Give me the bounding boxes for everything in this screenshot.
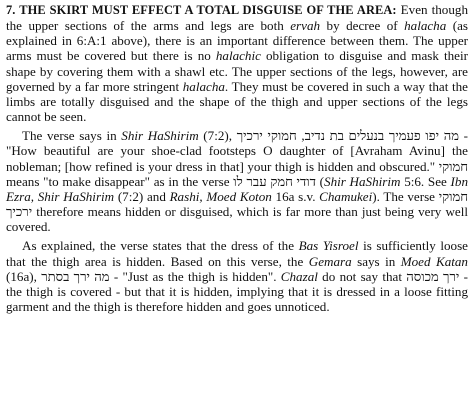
text: - "How beautiful are your shoe-clad footsteps O daughter of [Avraham Avinu] the nobleman; [how refined is your dress in that] your thigh is hidden and obscured." [6,128,468,174]
text: - "Just as the thigh is hidden". [109,268,281,284]
text: is sufficiently loose that the thigh area is hidden. Based on this verse, the [6,238,468,269]
italic-term: halacha [404,18,447,34]
paragraph-3 [6,238,468,314]
hebrew-verse: מה יפו פעמיך בנעלים בת נדיב, חמוקי ירכיך [236,128,459,144]
section-heading: 7. THE SKIRT MUST EFFECT A TOTAL DISGUISE OF THE AREA: [6,3,397,17]
text: (as explained in 6:A:1 above), there is an important difference between them. The upper arms must be covered but there is no [6,18,469,64]
italic-term: halachic [215,48,261,64]
text: . They must be covered in such a way that the limbs are totally disguised and the shape of the thigh and upper sections of the legs cannot be seen. [6,78,468,125]
text: (7:2) and [114,188,170,204]
text: ). The verse [372,188,439,204]
text: (7:2), [198,128,237,144]
italic-term: Rashi, Moed Koton [169,188,272,204]
text: 5:6. See [400,173,451,189]
text: obligation to disguise and mask their shape by covering them with a shawl etc. The upper sections of the legs, however, are governed by a far more stringent [6,48,468,94]
italic-term: Shir HaShirim [324,173,401,189]
hebrew-word: חמוקי [438,158,468,174]
text: ( [315,173,325,189]
italic-term: Bas Yisroel [298,238,359,254]
italic-term: Chamukei [319,188,373,204]
italic-term: Chazal [280,268,318,284]
italic-term: Shir HaShirim [121,128,199,144]
text: do not say that [317,268,407,284]
italic-term: Ibn Ezra, Shir HaShirim [6,173,468,204]
italic-term: halacha [182,78,225,94]
text: therefore means hidden or disguised, which is far more than just being very well covered. [6,204,468,235]
text: Even though the upper sections of the arms and legs are both [6,2,468,34]
italic-term: Gemara [308,253,352,269]
text: The verse says in [22,128,122,144]
text: means "to make disappear" as in the verse [6,173,234,189]
paragraph-2 [6,128,468,234]
text: says in [351,253,401,269]
italic-term: ervah [290,18,321,34]
hebrew-phrase: חמוקי ירכיך [6,188,468,220]
text: (16a), [6,268,42,284]
text: - the thigh is covered - but that it is hidden, implying that it is dressed in a loose fitting garment and the thigh is therefore hidden and goes unnoticed. [6,268,469,314]
text: As explained, the verse states that the dress of the [22,238,299,254]
hebrew-phrase: מה ירך בסתר [41,268,110,284]
italic-term: Moed Katan [400,253,468,269]
hebrew-phrase: ירך מכוסה [406,268,460,284]
text: by decree of [320,18,405,34]
paragraph-1 [6,2,468,124]
hebrew-verse: דודי חמק עבר לו [233,173,316,189]
text: 16a s.v. [271,188,320,204]
